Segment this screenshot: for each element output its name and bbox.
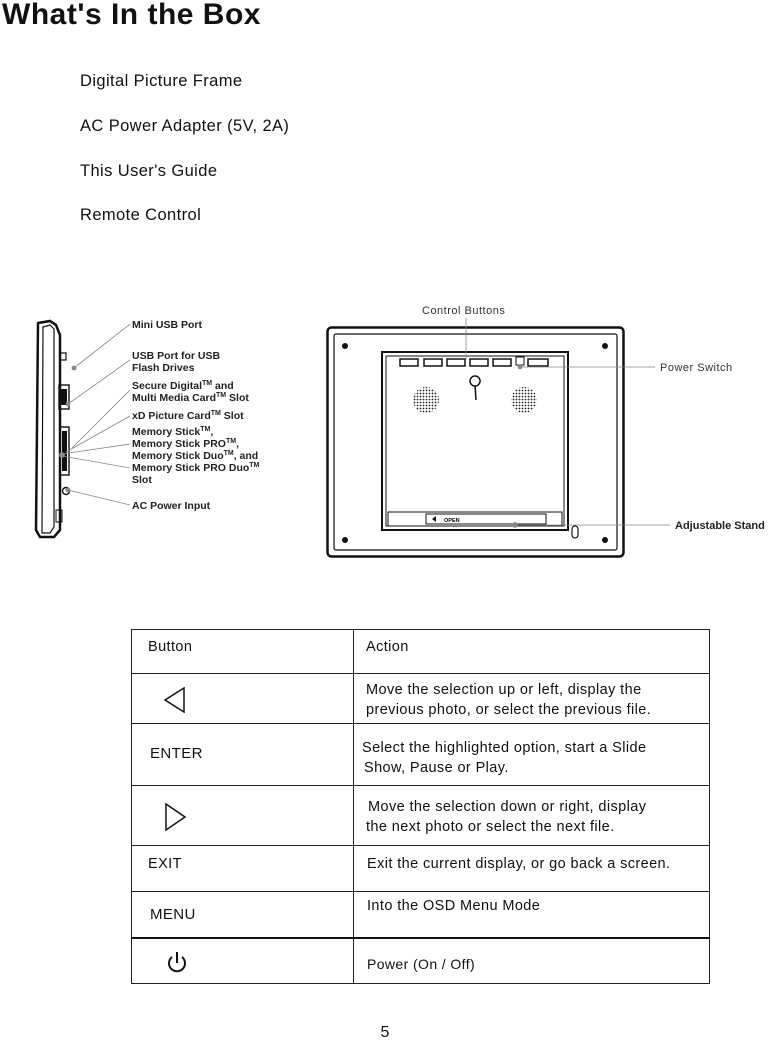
button-cell-menu: MENU bbox=[132, 892, 354, 938]
box-item-guide: This User's Guide bbox=[80, 162, 218, 180]
label-memory-stick: Memory Stick™, Memory Stick PRO™, Memory Stick Duo™, and Memory Stick PRO Duo™ Slot bbox=[132, 426, 260, 486]
label-xd-slot: xD Picture Card™ Slot bbox=[132, 410, 244, 422]
table-row bbox=[132, 724, 710, 786]
action-cell-enter: Select the highlighted option, start a Slide Show, Pause or Play. bbox=[354, 724, 710, 786]
button-cell-power bbox=[132, 938, 354, 984]
label-usb-port: USB Port for USB Flash Drives bbox=[132, 350, 221, 374]
power-icon bbox=[164, 949, 190, 979]
action-cell-right: Move the selection down or right, display the next photo or select the next file. bbox=[354, 786, 710, 846]
left-triangle-icon bbox=[162, 686, 188, 718]
box-item-frame: Digital Picture Frame bbox=[80, 72, 243, 90]
box-item-adapter: AC Power Adapter (5V, 2A) bbox=[80, 117, 290, 135]
label-adjustable-stand: Adjustable Stand bbox=[675, 520, 765, 532]
label-sd-slot: Secure Digital™ and Multi Media Card™ Slot bbox=[132, 380, 249, 404]
label-control-buttons: Control Buttons bbox=[422, 305, 506, 317]
button-action-table bbox=[131, 629, 710, 984]
label-mini-usb: Mini USB Port bbox=[132, 319, 202, 331]
page-number: 5 bbox=[380, 1024, 390, 1041]
button-cell-right bbox=[132, 786, 354, 846]
button-cell-enter: ENTER bbox=[132, 724, 354, 786]
action-cell-left: Move the selection up or left, display the previous photo, or select the previous file. bbox=[354, 674, 710, 724]
button-cell-left bbox=[132, 674, 354, 724]
header-action: Action bbox=[354, 630, 710, 674]
table-row bbox=[132, 846, 710, 892]
label-ac-power: AC Power Input bbox=[132, 500, 211, 512]
right-triangle-icon bbox=[162, 802, 188, 836]
table-header-row bbox=[132, 630, 710, 674]
header-button: Button bbox=[132, 630, 354, 674]
page-title: What's In the Box bbox=[2, 0, 261, 31]
label-power-switch: Power Switch bbox=[660, 362, 733, 374]
box-item-remote: Remote Control bbox=[80, 206, 202, 224]
action-cell-menu: Into the OSD Menu Mode bbox=[354, 892, 710, 938]
button-cell-exit: EXIT bbox=[132, 846, 354, 892]
table-row bbox=[132, 892, 710, 938]
table-row bbox=[132, 674, 710, 724]
stand-open-label: OPEN bbox=[444, 518, 460, 524]
table-row bbox=[132, 938, 710, 984]
action-cell-exit: Exit the current display, or go back a screen. bbox=[354, 846, 710, 892]
action-cell-power: Power (On / Off) bbox=[354, 938, 710, 984]
table-row bbox=[132, 786, 710, 846]
